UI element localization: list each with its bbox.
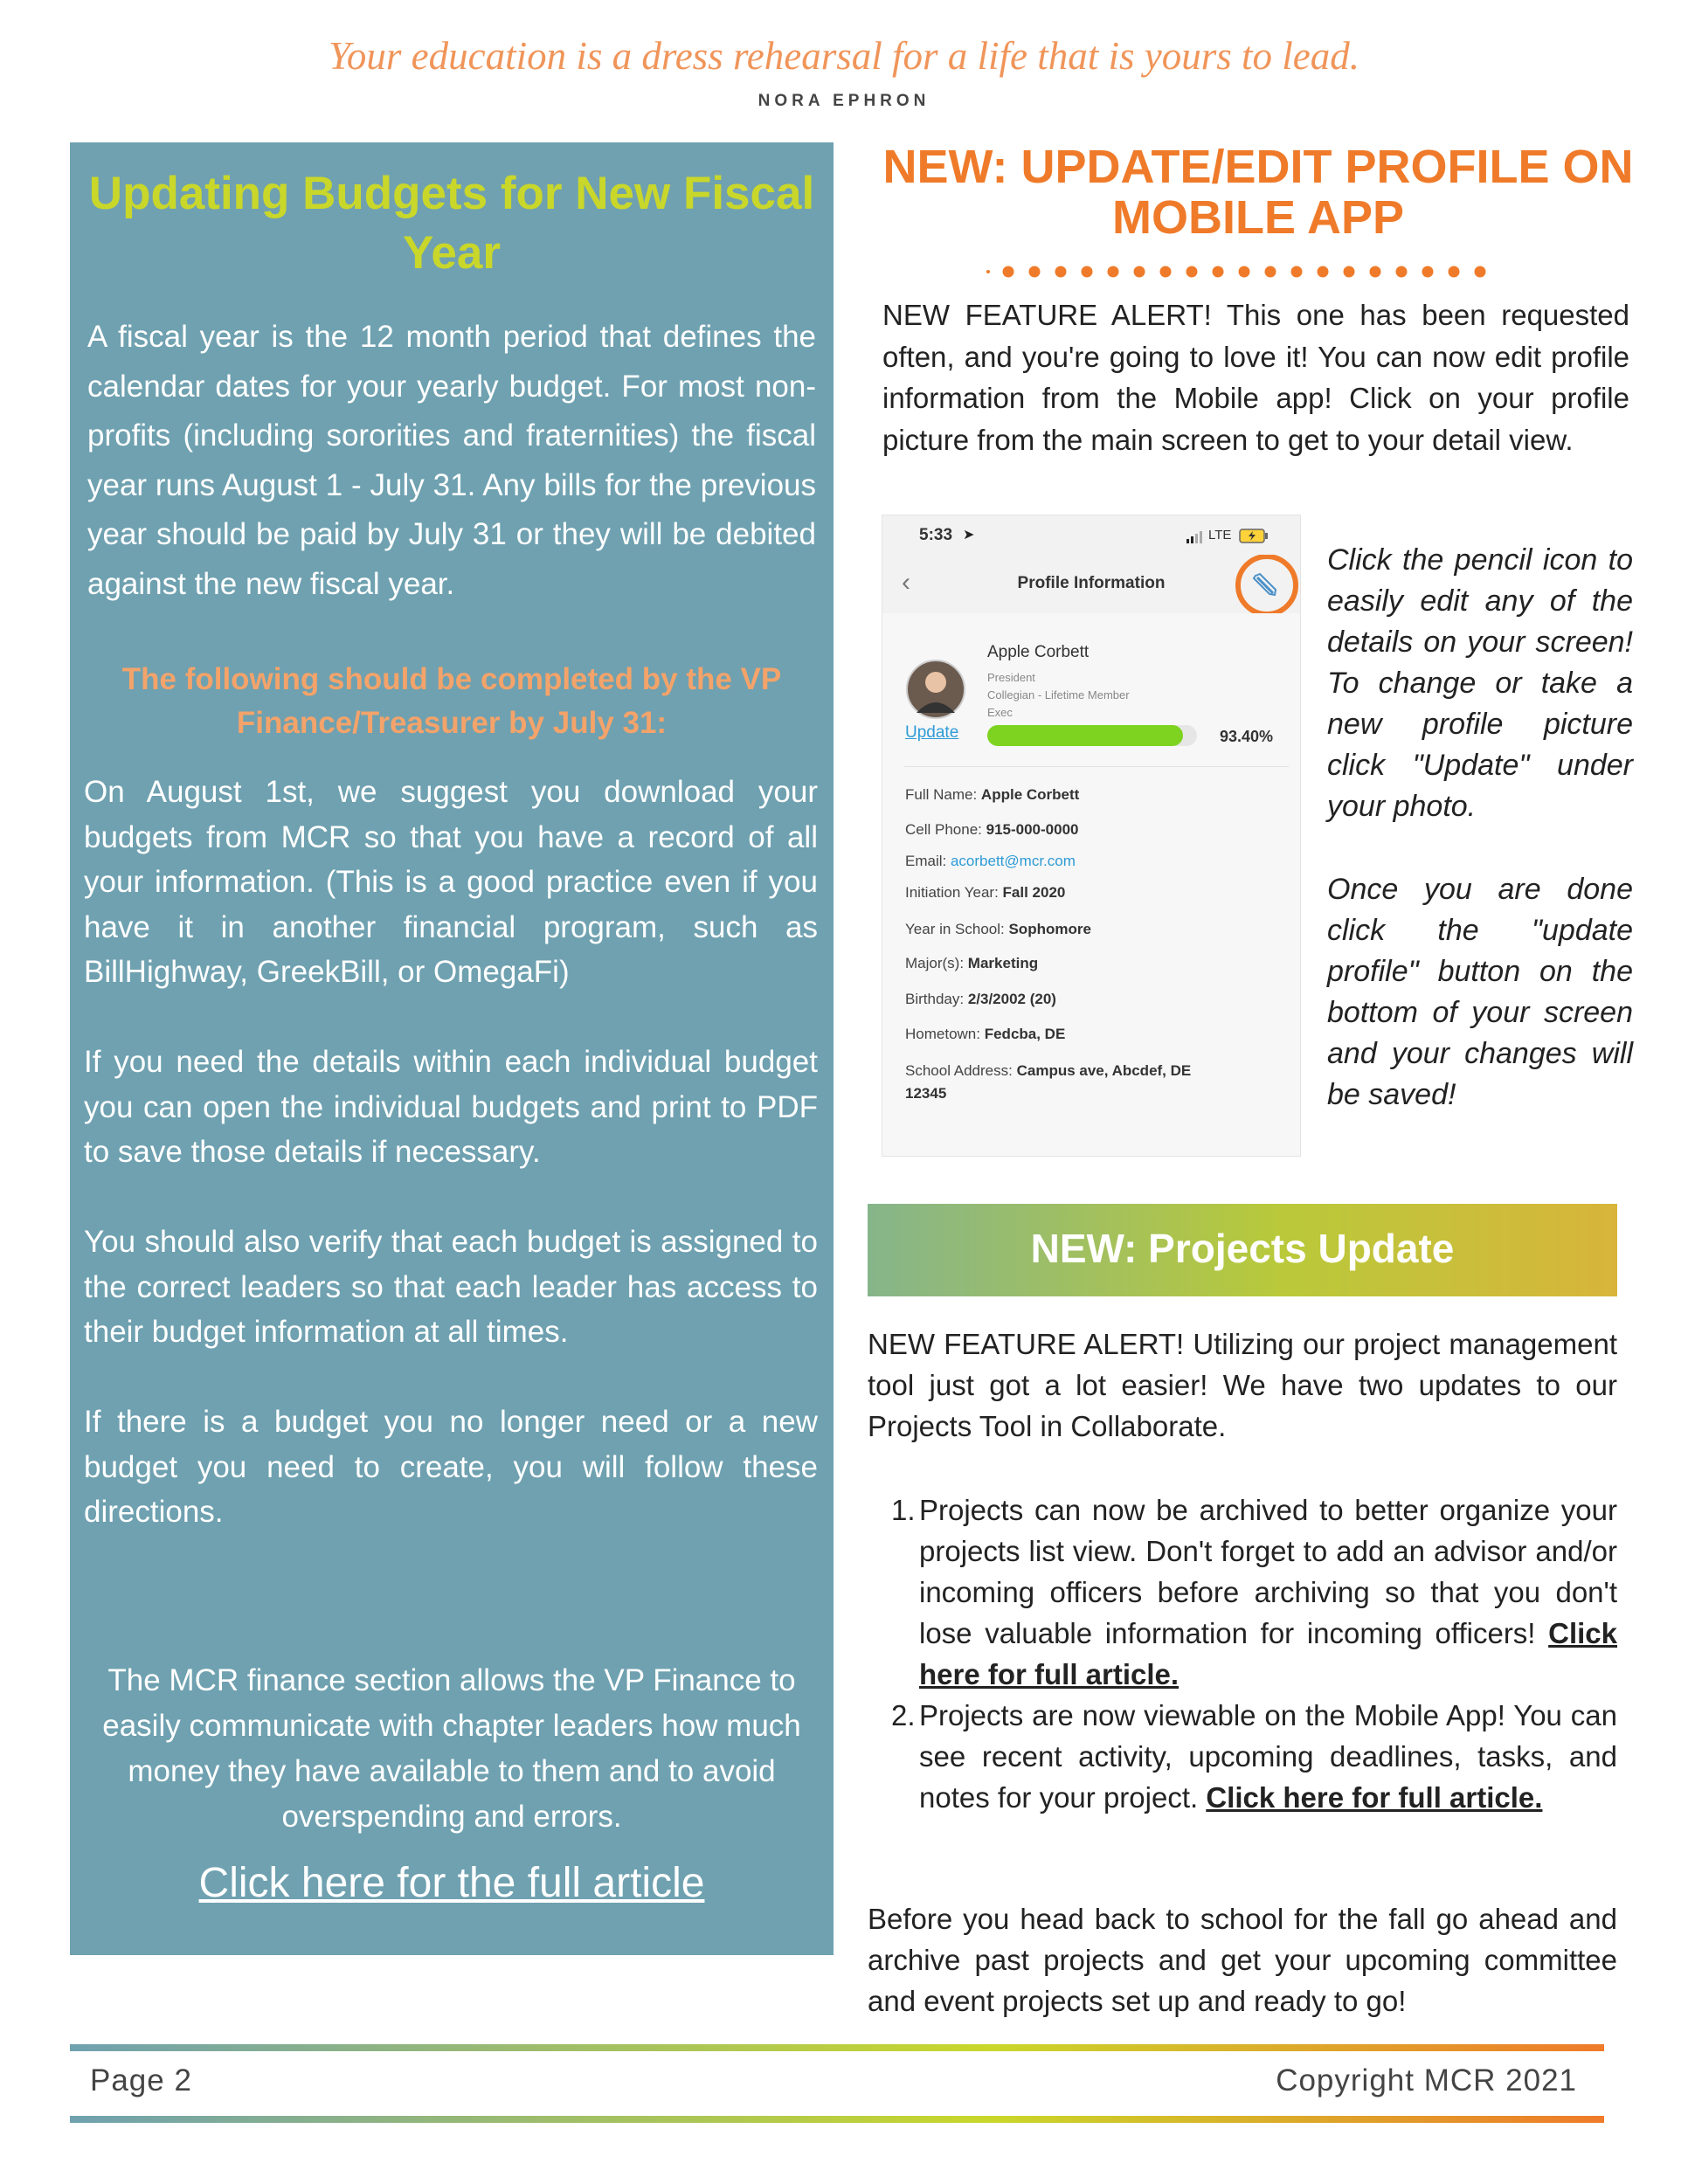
progress-label: 93.40% <box>1220 728 1274 745</box>
profile-field <box>905 1026 1065 1043</box>
update-profile-note: Once you are done click the "update profile" button on the bottom of your screen and your changes will be saved! <box>1327 873 1633 1111</box>
projects-mobile-article-link[interactable]: Click here for full article. <box>1206 1781 1543 1814</box>
budget-paragraph: On August 1st, we suggest you download your budgets from MCR so that you have a record of all your information. (This is a good practice even if you have it in another financial program, such as BillHighway, GreekBill, or OmegaFi) <box>84 775 818 989</box>
phone-header <box>882 555 1300 613</box>
projects-archive-article-link[interactable]: Click here for full article. <box>919 1617 1617 1690</box>
phone-screenshot <box>882 515 1300 1156</box>
profile-field-label: Hometown: <box>905 1026 980 1042</box>
copyright: Copyright MCR 2021 <box>1276 2063 1577 2098</box>
profile-field-label: Cell Phone: <box>905 821 982 838</box>
avatar[interactable] <box>905 659 966 720</box>
list-number: 1. <box>891 1494 916 1526</box>
phone-status-bar <box>882 515 1300 555</box>
projects-banner-title: NEW: Projects Update <box>1030 1226 1455 1271</box>
budget-paragraph: You should also verify that each budget is assigned to the correct leaders so that each leader has access to their budget information at all times. <box>84 1225 818 1349</box>
list-number: 2. <box>891 1699 916 1731</box>
profile-field <box>905 955 1038 972</box>
profile-role: Exec <box>987 706 1013 719</box>
profile-field <box>905 921 1091 938</box>
profile-field <box>905 786 1079 804</box>
profile-field <box>905 1062 1191 1080</box>
footer-divider-bottom <box>70 2116 1604 2123</box>
profile-field-value: Fedcba, DE <box>984 1026 1066 1042</box>
projects-closing: Before you head back to school for the fall go ahead and archive past projects and get your upcoming committee and event projects set up and ready to go! <box>868 1903 1617 2017</box>
profile-field-label: Major(s): <box>905 955 965 971</box>
profile-field <box>905 884 1065 902</box>
budget-panel <box>70 142 834 1955</box>
page-number: Page 2 <box>90 2063 192 2098</box>
pencil-icon[interactable] <box>1235 555 1301 621</box>
profile-field-label: Year in School: <box>905 921 1005 937</box>
mobile-update-title: NEW: UPDATE/EDIT PROFILE ON MOBILE APP <box>882 141 1634 244</box>
budget-panel-title: Updating Budgets for New Fiscal Year <box>88 168 815 279</box>
budget-paragraph: If there is a budget you no longer need or a new budget you need to create, you will follow these directions. <box>84 1405 818 1529</box>
list-item-text: Projects can now be archived to better organize your projects list view. Don't forget to add an advisor and/or incoming officers before archiving so that you don't lose valuable information for incoming officers! <box>919 1494 1617 1649</box>
profile-field-value: 2/3/2002 (20) <box>967 991 1056 1007</box>
profile-field <box>905 853 1076 870</box>
profile-field-label: Email: <box>905 853 947 869</box>
phone-network: LTE <box>1208 528 1232 543</box>
profile-field-value: Campus ave, Abcdef, DE <box>1016 1062 1192 1079</box>
profile-field <box>905 991 1056 1008</box>
budget-subheading: The following should be completed by the VP Finance/Treasurer by July 31: <box>121 662 782 740</box>
back-chevron-icon[interactable]: ‹ <box>902 568 910 597</box>
profile-field-label: Initiation Year: <box>905 884 999 901</box>
budget-closing: The MCR finance section allows the VP Finance to easily communicate with chapter leaders how much money they have available to them and to avoid overspending and errors. <box>102 1663 801 1834</box>
profile-role: Collegian - Lifetime Member <box>987 688 1130 702</box>
update-photo-link[interactable]: Update <box>905 723 959 742</box>
profile-field-label: School Address: <box>905 1062 1013 1079</box>
profile-name: Apple Corbett <box>987 643 1090 661</box>
progress-bar <box>987 725 1197 746</box>
profile-field-value[interactable]: acorbett@mcr.com <box>950 853 1076 869</box>
quote-text: Your education is a dress rehearsal for a life that is yours to lead. <box>328 34 1360 78</box>
phone-time: 5:33 <box>919 526 953 544</box>
list-item <box>891 1489 1617 1695</box>
list-item-text: Projects are now viewable on the Mobile App! You can see recent activity, upcoming deadlines, tasks, and notes for your project. <box>919 1699 1617 1814</box>
profile-card <box>882 613 1300 1156</box>
dotted-divider <box>985 263 1509 280</box>
divider <box>904 766 1289 767</box>
profile-field-label: Full Name: <box>905 786 978 803</box>
profile-field-value: Fall 2020 <box>1002 884 1066 901</box>
budget-full-article-link[interactable]: Click here for the full article <box>198 1860 705 1906</box>
profile-field-label: Birthday: <box>905 991 965 1007</box>
mobile-update-intro: NEW FEATURE ALERT! This one has been requested often, and you're going to love it! You can now edit profile information from the Mobile app! Click on your profile picture from the main screen to get to your detail view. <box>882 299 1629 456</box>
pencil-note: Click the pencil icon to easily edit any of the details on your screen! To change or take a new profile picture click "Update" under your photo. <box>1327 543 1633 823</box>
profile-field-value: 12345 <box>905 1085 947 1102</box>
profile-field <box>905 1085 946 1102</box>
projects-list <box>891 1489 1617 1818</box>
profile-role: President <box>987 671 1035 684</box>
quote-author: NORA EPHRON <box>758 92 930 110</box>
profile-field-value: Marketing <box>967 955 1039 971</box>
battery-icon <box>1239 529 1269 543</box>
budget-intro: A fiscal year is the 12 month period that defines the calendar dates for your yearly budget. For most non-profits (including sororities and fraternities) the fiscal year runs August 1 - July 31. Any bills for the previous year should be paid by July 31 or they will be debited against the new fiscal year. <box>87 320 816 601</box>
profile-field-value: Sophomore <box>1008 921 1091 937</box>
projects-intro: NEW FEATURE ALERT! Utilizing our project management tool just got a lot easier! We have two updates to our Projects Tool in Collaborate. <box>868 1328 1617 1442</box>
budget-paragraph: If you need the details within each individual budget you can open the individual budgets and print to PDF to save those details if necessary. <box>84 1045 818 1169</box>
phone-header-title: Profile Information <box>1017 574 1166 592</box>
budget-body <box>84 770 818 1579</box>
profile-field-value: 915-000-0000 <box>986 821 1079 838</box>
list-item <box>891 1695 1617 1818</box>
location-icon: ➤ <box>963 528 975 543</box>
profile-field <box>905 821 1079 839</box>
profile-field-value: Apple Corbett <box>980 786 1080 803</box>
projects-banner <box>868 1204 1617 1296</box>
footer-divider-top <box>70 2044 1604 2051</box>
progress-fill <box>987 725 1183 746</box>
signal-icon <box>1186 531 1204 543</box>
